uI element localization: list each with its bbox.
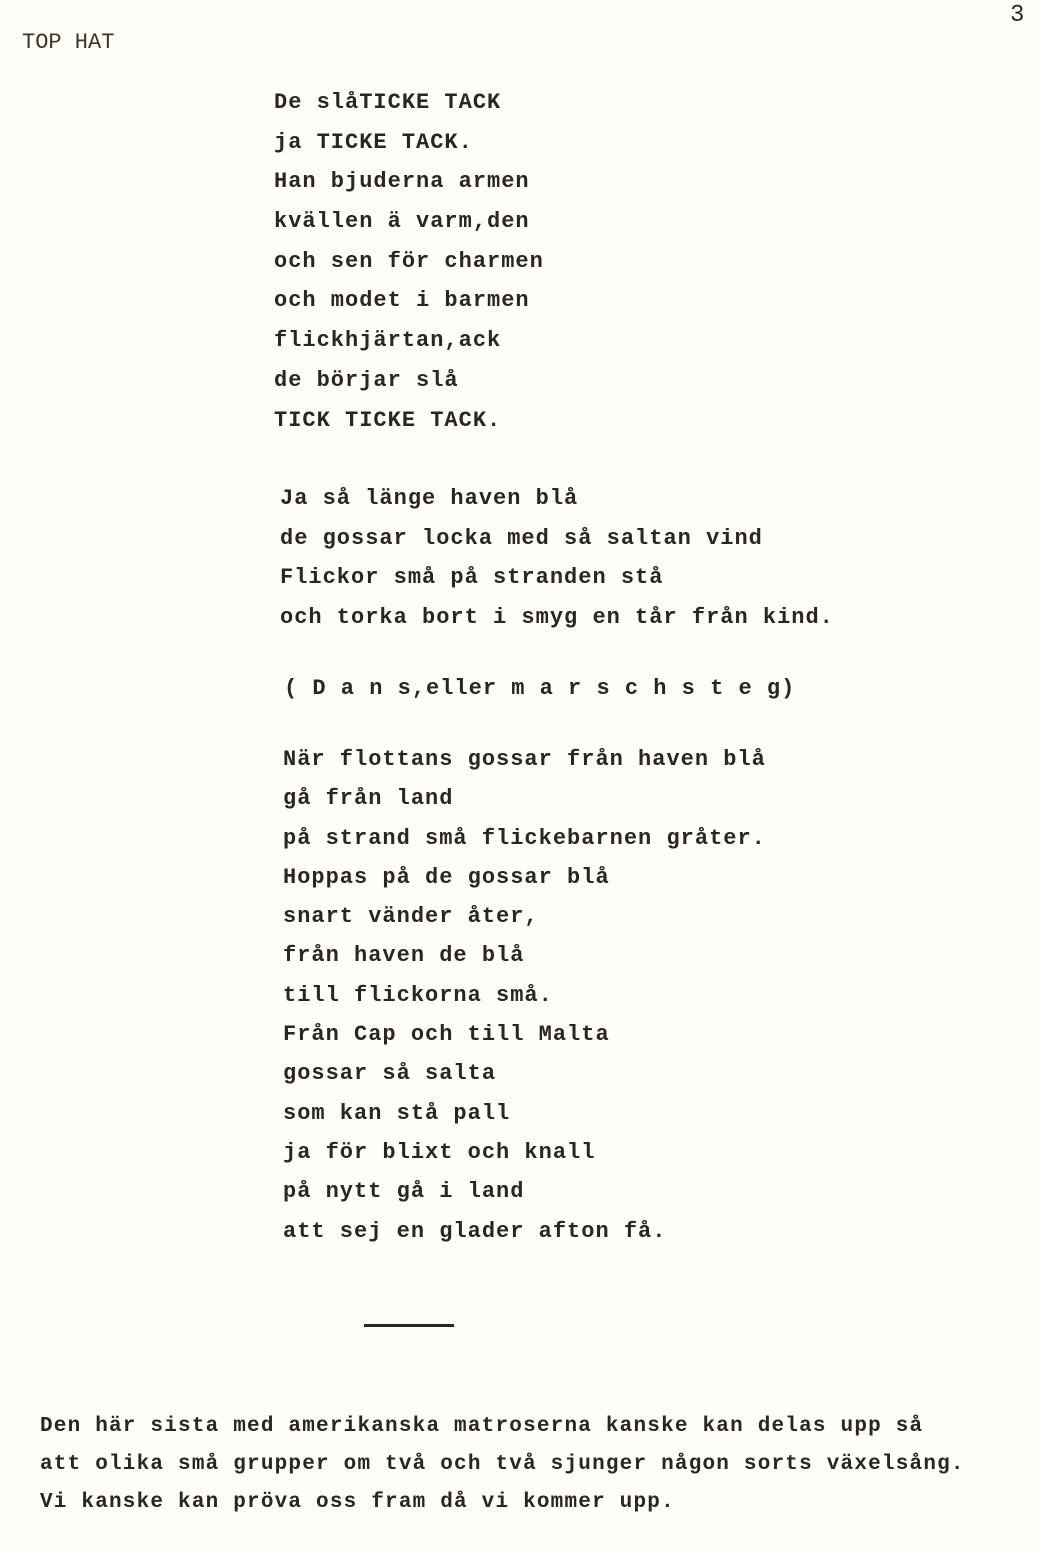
page-number: 3 (1010, 2, 1025, 29)
stanza-1 (274, 88, 544, 445)
lyric-line: TICK TICKE TACK. (274, 407, 502, 433)
lyric-line: De slåTICKE TACK (274, 90, 502, 115)
lyric-line: gossar så salta (283, 1061, 497, 1087)
lyric-line: de gossar locka med så saltan vind (280, 525, 763, 551)
lyric-line: Ja så länge haven blå (280, 486, 579, 511)
stanza-2 (280, 484, 834, 642)
note-line: att olika små grupper om två och två sjunger någon sorts växelsång. (40, 1453, 965, 1476)
lyric-line: Han bjuderna armen (274, 169, 530, 195)
note-line: Vi kanske kan pröva oss fram då vi kommer upp. (40, 1491, 675, 1514)
lyric-line: ja TICKE TACK. (274, 129, 473, 155)
note-line: Den här sista med amerikanska matroserna kanske kan delas upp så (40, 1415, 924, 1438)
stage-direction: ( D a n s,eller m a r s c h s t e g) (284, 676, 796, 701)
lyric-line: från haven de blå (283, 943, 525, 969)
lyric-line: Hoppas på de gossar blå (283, 864, 610, 890)
lyric-line: snart vänder åter, (283, 904, 539, 930)
lyric-line: att sej en glader afton få. (283, 1218, 667, 1244)
stanza-3 (283, 745, 766, 1256)
lyric-line: När flottans gossar från haven blå (283, 747, 766, 772)
lyric-line: de börjar slå (274, 367, 459, 393)
lyric-line: som kan stå pall (283, 1100, 511, 1126)
lyric-line: Flickor små på stranden stå (280, 565, 664, 590)
lyric-line: och modet i barmen (274, 288, 530, 314)
lyric-line: flickhjärtan,ack (274, 328, 502, 354)
header-title: TOP HAT (22, 30, 115, 55)
section-divider (364, 1324, 454, 1327)
lyric-line: ja för blixt och knall (283, 1139, 596, 1165)
lyric-line: på nytt gå i land (283, 1179, 525, 1205)
lyric-line: Från Cap och till Malta (283, 1022, 610, 1048)
lyric-line: till flickorna små. (283, 982, 553, 1008)
lyric-line: och sen för charmen (274, 248, 544, 274)
lyric-line: kvällen ä varm,den (274, 209, 530, 235)
lyric-line: gå från land (283, 786, 454, 812)
lyric-line: och torka bort i smyg en tår från kind. (280, 604, 834, 630)
lyric-line: på strand små flickebarnen gråter. (283, 825, 766, 851)
closing-note (40, 1410, 965, 1524)
